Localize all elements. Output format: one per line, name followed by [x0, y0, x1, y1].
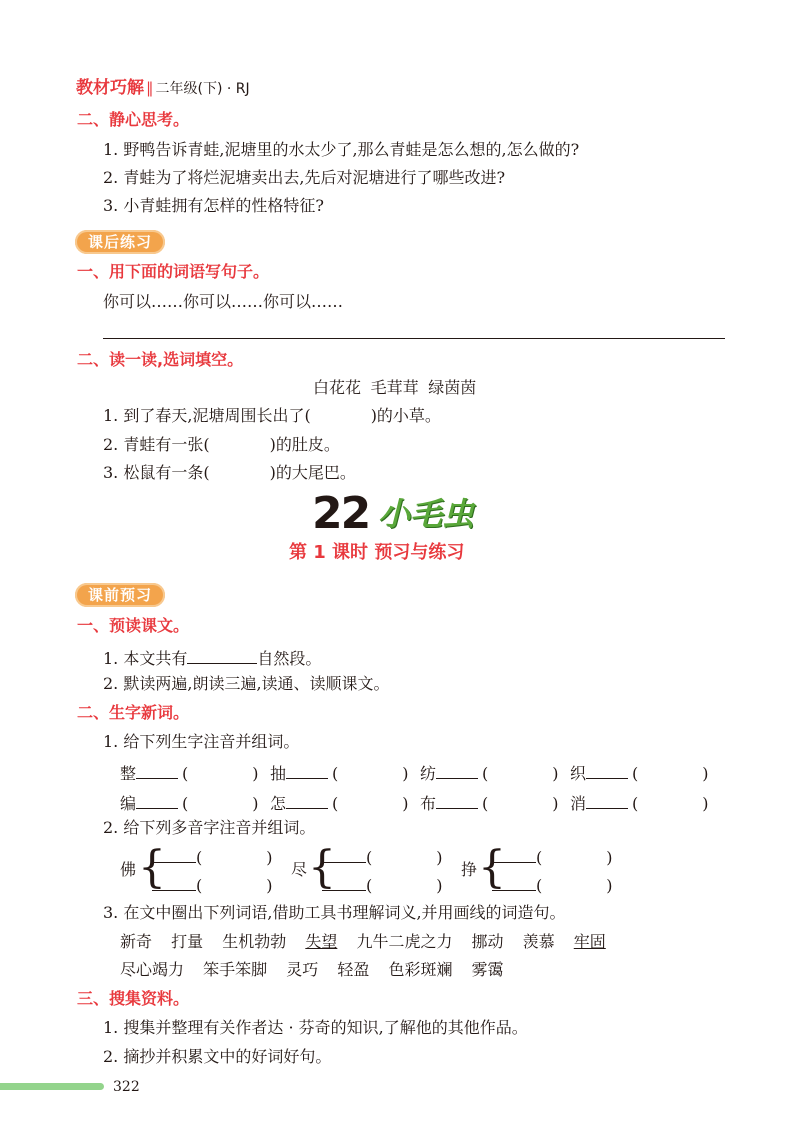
char-entry: 整 ( ) [120, 764, 259, 783]
section-title-collect: 三、搜集资料。 [77, 989, 190, 1008]
char-entry: 怎 ( ) [270, 794, 409, 813]
poly-line: ( ) [152, 848, 273, 866]
word-item-underlined: 失望 [305, 932, 338, 951]
fill-item-2-pre: 2. 青蛙有一张( [103, 435, 210, 454]
fill-item-2-post: )的肚皮。 [269, 435, 340, 454]
word-item: 尽心竭力 [120, 960, 185, 979]
poly-line: ( ) [492, 876, 613, 894]
think-item-3: 3. 小青蛙拥有怎样的性格特征? [103, 196, 324, 215]
page-header [76, 80, 250, 97]
header-separator: ‖ [146, 79, 154, 97]
book-brand: 教材巧解 [76, 78, 144, 98]
footer-bar [0, 1083, 104, 1090]
collect-item-1: 1. 搜集并整理有关作者达 · 芬奇的知识,了解他的其他作品。 [103, 1018, 528, 1037]
preview-item-2: 2. 默读两遍,朗读三遍,读通、读顺课文。 [103, 674, 390, 693]
poly-line: ( ) [492, 848, 613, 866]
brace-icon: { [138, 842, 166, 893]
word-item-underlined: 牢固 [573, 932, 606, 951]
brace-icon: { [308, 842, 336, 893]
word-item: 九牛二虎之力 [356, 932, 453, 951]
pinyin-blank[interactable] [436, 792, 478, 809]
pinyin-blank[interactable] [152, 848, 196, 863]
pinyin-blank[interactable] [286, 762, 328, 779]
collect-item-2: 2. 摘抄并积累文中的好词好句。 [103, 1047, 332, 1066]
pinyin-blank[interactable] [322, 848, 366, 863]
lesson-subtitle: 第 1 课时 预习与练习 [289, 542, 465, 563]
word-item: 挪动 [471, 932, 504, 951]
grade-label: 二年级(下) · RJ [155, 81, 250, 97]
fill-item-2 [103, 437, 340, 453]
pinyin-blank[interactable] [286, 792, 328, 809]
char-entry: 抽 ( ) [270, 764, 409, 783]
lesson-title: 小毛虫 [378, 495, 475, 533]
word-item: 笨手笨脚 [203, 960, 268, 979]
char-label: 怎 [270, 794, 287, 813]
poly-char: 挣 [461, 860, 478, 879]
answer-line[interactable] [103, 338, 725, 339]
pinyin-blank[interactable] [152, 876, 196, 891]
section-title-think: 二、静心思考。 [77, 110, 190, 129]
pinyin-blank[interactable] [492, 876, 536, 891]
char-label: 织 [570, 764, 587, 783]
char-label: 布 [420, 794, 437, 813]
word-choices: 白花花 毛茸茸 绿茵茵 [313, 378, 477, 397]
fill-item-3-post: )的大尾巴。 [269, 463, 356, 482]
char-entry: 织 ( ) [570, 764, 709, 783]
chars-question-3: 3. 在文中圈出下列词语,借助工具书理解词义,并用画线的词造句。 [103, 903, 566, 922]
word-item: 灵巧 [286, 960, 319, 979]
pinyin-blank[interactable] [492, 848, 536, 863]
char-label: 纺 [420, 764, 437, 783]
char-label: 消 [570, 794, 587, 813]
section-title-preview: 一、预读课文。 [77, 616, 190, 635]
page-number: 322 [113, 1079, 140, 1095]
lesson-number: 22 [312, 488, 370, 539]
fill-item-1 [103, 408, 441, 424]
char-entry: 布 ( ) [420, 794, 559, 813]
word-item: 色彩斑斓 [388, 960, 453, 979]
brace-icon: { [478, 842, 506, 893]
pinyin-blank[interactable] [136, 792, 178, 809]
poly-char: 尽 [291, 860, 308, 879]
pinyin-blank[interactable] [436, 762, 478, 779]
fill-item-3 [103, 465, 356, 481]
pinyin-blank[interactable] [322, 876, 366, 891]
think-item-2: 2. 青蛙为了将烂泥塘卖出去,先后对泥塘进行了哪些改进? [103, 168, 506, 187]
poly-line: ( ) [152, 876, 273, 894]
char-label: 编 [120, 794, 137, 813]
word-item: 雾霭 [471, 960, 504, 979]
word-item: 新奇 [120, 932, 153, 951]
chars-question-1: 1. 给下列生字注音并组词。 [103, 732, 300, 751]
preview-item-1-pre: 1. 本文共有 [103, 649, 188, 668]
word-item: 羡慕 [522, 932, 555, 951]
badge-after-class: 课后练习 [75, 230, 165, 254]
poly-line: ( ) [322, 876, 443, 894]
word-item: 打量 [171, 932, 204, 951]
char-entry: 编 ( ) [120, 794, 259, 813]
word-item: 生机勃勃 [222, 932, 287, 951]
fill-item-1-pre: 1. 到了春天,泥塘周围长出了( [103, 406, 311, 425]
chars-question-2: 2. 给下列多音字注音并组词。 [103, 818, 316, 837]
preview-item-1-post: 自然段。 [257, 649, 322, 668]
poly-line: ( ) [322, 848, 443, 866]
word-list-row-1 [120, 934, 606, 950]
section-title-sentence: 一、用下面的词语写句子。 [77, 262, 270, 281]
char-entry: 消 ( ) [570, 794, 709, 813]
think-item-1: 1. 野鸭告诉青蛙,泥塘里的水太少了,那么青蛙是怎么想的,怎么做的? [103, 140, 580, 159]
badge-before-class: 课前预习 [75, 583, 165, 607]
char-label: 抽 [270, 764, 287, 783]
fill-item-3-pre: 3. 松鼠有一条( [103, 463, 210, 482]
pinyin-blank[interactable] [586, 792, 628, 809]
char-label: 整 [120, 764, 137, 783]
pinyin-blank[interactable] [136, 762, 178, 779]
word-list-row-2 [120, 962, 504, 978]
preview-item-1 [103, 647, 321, 667]
section-title-chars: 二、生字新词。 [77, 703, 190, 722]
section-title-fill: 二、读一读,选词填空。 [77, 350, 244, 369]
sentence-prompt: 你可以……你可以……你可以…… [103, 292, 344, 311]
paragraph-count-blank[interactable] [187, 647, 257, 664]
word-item: 轻盈 [337, 960, 370, 979]
fill-item-1-post: )的小草。 [370, 406, 441, 425]
poly-char: 佛 [120, 860, 137, 879]
pinyin-blank[interactable] [586, 762, 628, 779]
char-entry: 纺 ( ) [420, 764, 559, 783]
